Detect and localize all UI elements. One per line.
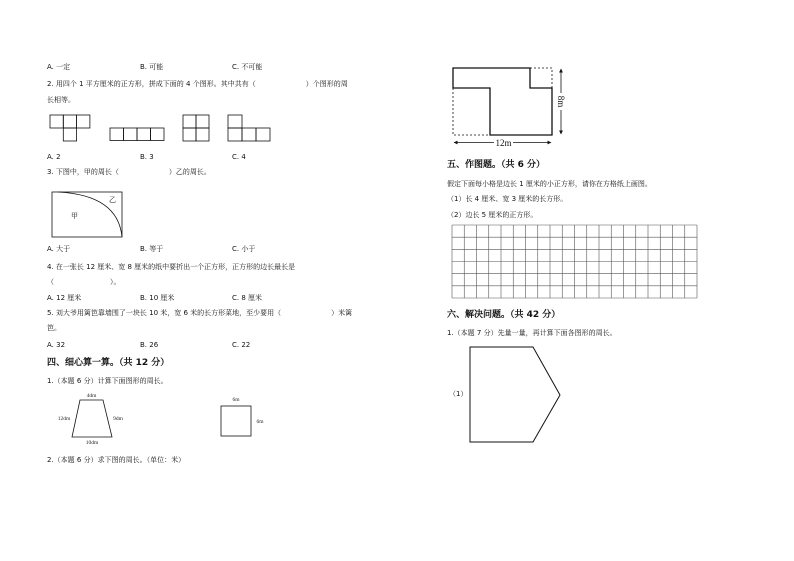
- height-label: 8m: [556, 95, 566, 108]
- q2-shape-t: [50, 115, 90, 141]
- unit-square: [183, 115, 196, 128]
- unit-square: [196, 115, 209, 128]
- q1-option-b: B. 可能: [140, 63, 164, 71]
- q3-dividing-curve: [58, 192, 122, 237]
- section4-q1-text: 1.（本题 6 分）计算下面图形的周长。: [47, 377, 168, 385]
- unit-square: [124, 128, 138, 141]
- answer-blank: [256, 80, 306, 88]
- q4-option-a: A. 12 厘米: [47, 294, 82, 302]
- square-top-label: 6m: [232, 397, 240, 403]
- q4-question-line1: 4. 在一张长 12 厘米、宽 8 厘米的纸中要折出一个正方形，正方形的边长最长是: [47, 263, 296, 271]
- trapezoid: [72, 400, 112, 437]
- stepped-outline: [453, 68, 552, 135]
- unit-square: [256, 128, 270, 141]
- q5-option-c: C. 22: [232, 341, 251, 349]
- q3-option-a: A. 大于: [47, 245, 71, 253]
- section5-title: 五、作图题。（共 6 分）: [447, 160, 546, 170]
- trapezoid-bottom-label: 10dm: [85, 440, 99, 446]
- unit-square: [50, 115, 63, 128]
- unit-square: [151, 128, 165, 141]
- q3-region-a-label: 甲: [71, 212, 78, 220]
- dashed-completion-bottom: [453, 88, 490, 135]
- unit-square: [196, 128, 209, 141]
- q2-option-b: B. 3: [140, 153, 154, 161]
- trapezoid-left-label: 12dm: [57, 416, 71, 422]
- q2-text-before-blank: 2. 用四个 1 平方厘米的正方形，拼成下面的 4 个图形。其中共有（: [47, 80, 256, 88]
- width-label: 12m: [495, 138, 512, 148]
- q2-question-line2: 长相等。: [47, 96, 75, 104]
- section5-item-1: （1）长 4 厘米、宽 3 厘米的长方形。: [447, 195, 568, 203]
- unit-square: [228, 128, 242, 141]
- dashed-completion-top: [530, 68, 552, 88]
- q5-text-after-blank: ）米篱: [331, 309, 353, 317]
- q3-option-c: C. 小于: [232, 245, 256, 253]
- q2-shape-line: [110, 128, 164, 141]
- trapezoid-right-label: 9dm: [113, 416, 123, 422]
- q3-text-before-blank: 3. 下图中，甲的周长（: [47, 168, 119, 176]
- q5-text-before-blank: 5. 刘大爷用篱笆靠墙围了一块长 10 米，宽 6 米的长方形菜地，至少要用（: [47, 309, 282, 317]
- q5-option-b: B. 26: [140, 341, 159, 349]
- q4-option-c: C. 8 厘米: [232, 294, 263, 302]
- square-figure: [221, 397, 264, 436]
- unit-square: [137, 128, 151, 141]
- stepped-figure: [453, 68, 566, 148]
- q2-option-c: C. 4: [232, 153, 246, 161]
- section5-intro: 假定下面每小格是边长 1 厘米的小正方形，请你在方格纸上画图。: [447, 180, 652, 188]
- q2-shape-l: [228, 115, 270, 141]
- unit-square: [63, 115, 76, 128]
- q2-text-after-blank: ）个图形的周: [305, 80, 348, 88]
- q2-option-a: A. 2: [47, 153, 61, 161]
- unit-square: [242, 128, 256, 141]
- section6-q1-text: 1.（本题 7 分）先量一量，再计算下面各图形的周长。: [447, 329, 617, 337]
- unit-square: [63, 128, 76, 141]
- q2-shape-square: [183, 115, 209, 141]
- answer-blank: [281, 309, 331, 317]
- trapezoid-figure: [58, 393, 124, 446]
- unit-square: [77, 115, 90, 128]
- q1-option-c: C. 不可能: [232, 63, 263, 71]
- q3-option-b: B. 等于: [140, 245, 164, 253]
- q3-question: [47, 168, 211, 176]
- answer-blank: [54, 278, 110, 286]
- section6-title: 六、解决问题。（共 42 分）: [447, 310, 561, 320]
- answer-blank: [119, 168, 169, 176]
- unit-square: [110, 128, 124, 141]
- q4-text-before-blank: （: [47, 278, 54, 286]
- q5-question-line1: [47, 309, 352, 317]
- trapezoid-top-label: 4dm: [86, 393, 97, 399]
- q4-text-after-blank: ）。: [110, 278, 121, 286]
- q5-option-a: A. 32: [47, 341, 66, 349]
- q1-option-a: A. 一定: [47, 63, 71, 71]
- unit-square: [183, 128, 196, 141]
- q3-text-after-blank: ）乙的周长。: [168, 168, 211, 176]
- grid-paper: [452, 225, 697, 298]
- section4-q2-text: 2.（本题 6 分）求下图的周长。（单位：米）: [47, 456, 186, 464]
- section4-title: 四、细心算一算。（共 12 分）: [47, 358, 170, 368]
- section6-item-label: （1）: [449, 390, 468, 398]
- pentagon-figure: [470, 347, 560, 442]
- square-right-label: 6m: [256, 419, 264, 425]
- q3-figure: [52, 192, 122, 237]
- q4-question-line2: [47, 278, 121, 286]
- q4-option-b: B. 10 厘米: [140, 294, 175, 302]
- square: [221, 406, 251, 436]
- section5-item-2: （2）边长 5 厘米的正方形。: [447, 211, 538, 219]
- q3-region-b-label: 乙: [109, 196, 116, 204]
- q5-question-line2: 笆。: [47, 324, 61, 332]
- q3-rectangle: [52, 192, 122, 237]
- unit-square: [228, 115, 242, 128]
- q2-question-line1: [47, 80, 348, 88]
